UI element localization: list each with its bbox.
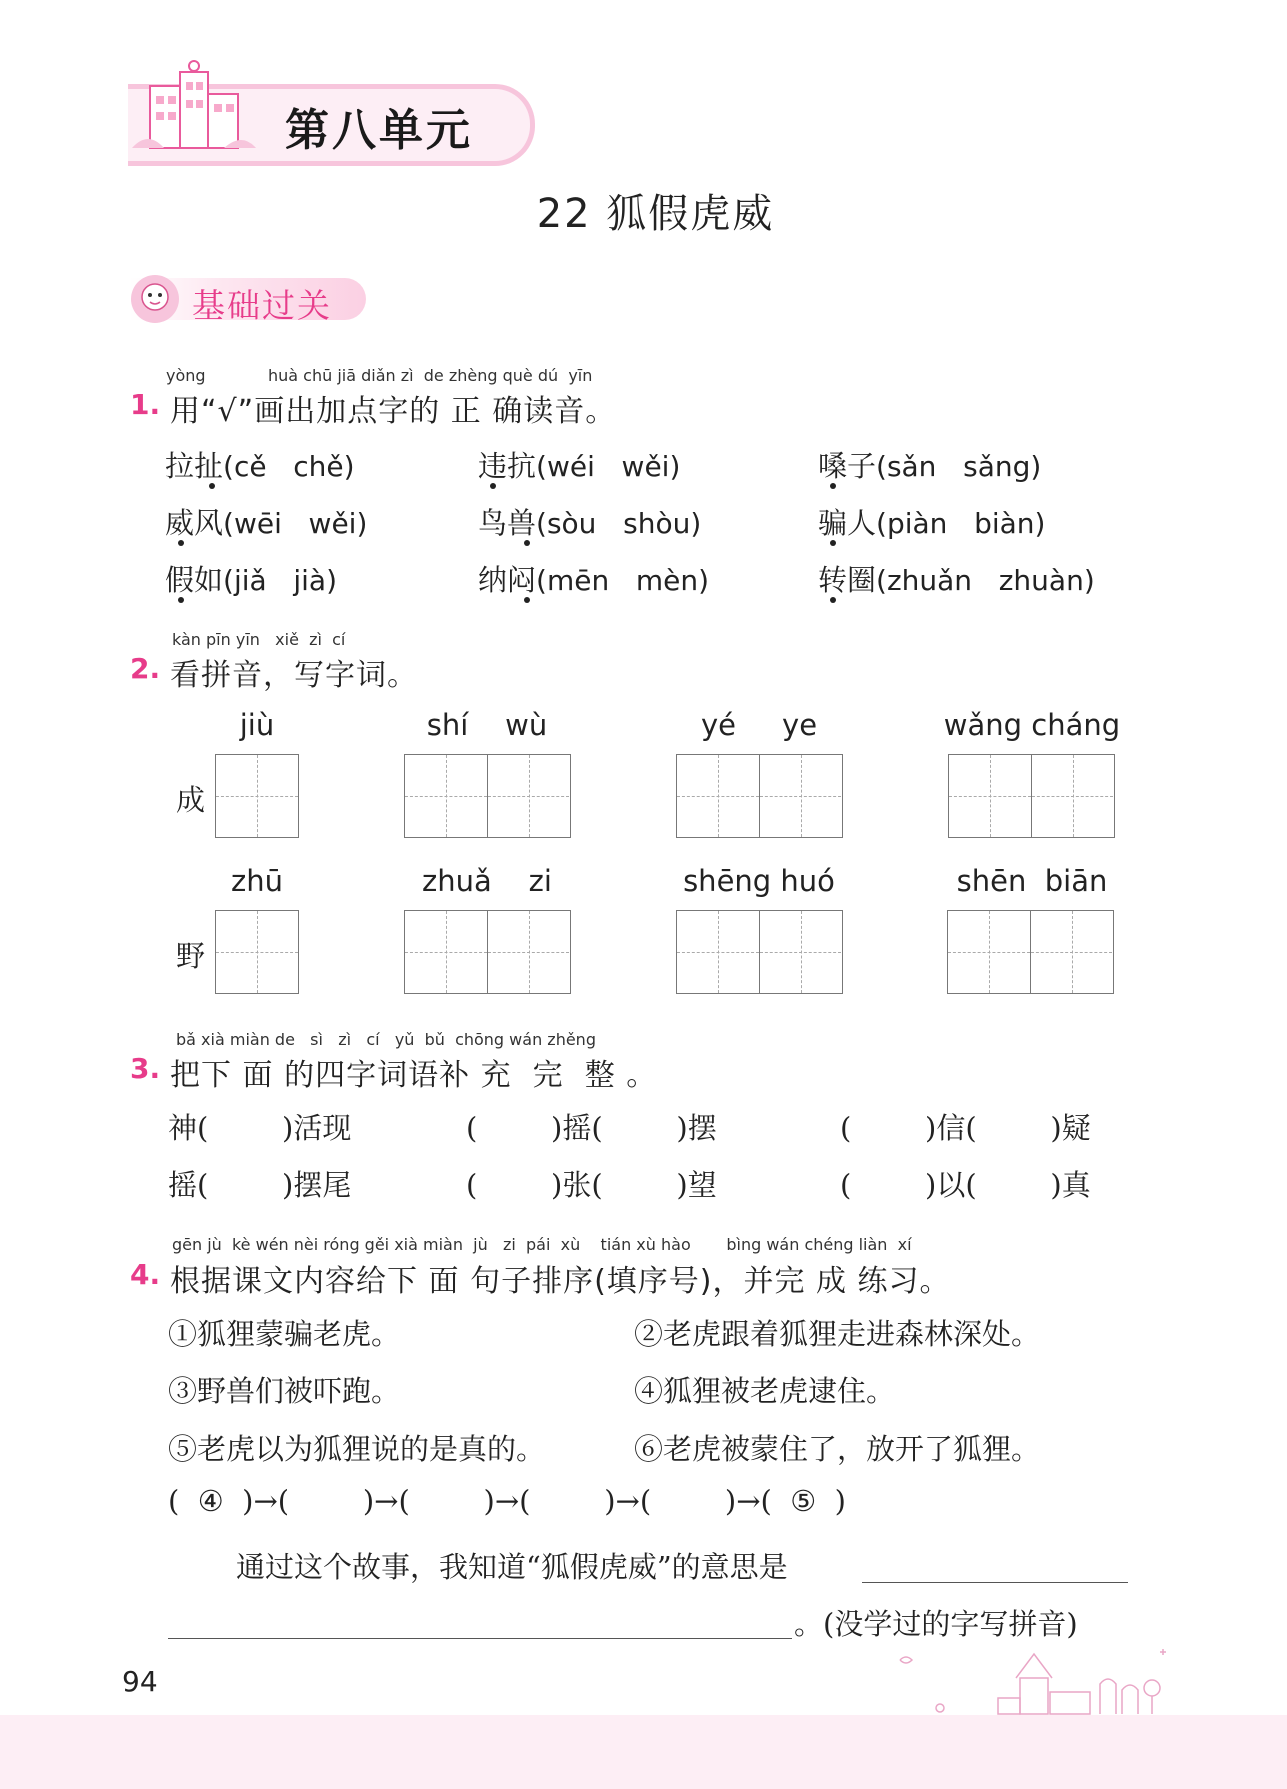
grid-pinyin: zhū: [231, 864, 283, 898]
idiom-blank[interactable]: 神( )活现: [168, 1111, 352, 1145]
section-title: 基础过关: [192, 286, 332, 325]
q1-item: 假如(jiǎ jià): [165, 563, 337, 597]
grid-pinyin: jiù: [239, 708, 275, 742]
writing-grid[interactable]: [676, 754, 843, 838]
grid-pinyin: wǎng cháng: [943, 708, 1121, 742]
order-sequence[interactable]: ( ④ )→( )→( )→( )→( )→( ⑤ ): [168, 1484, 846, 1518]
grid-pinyin: shí wù: [426, 708, 548, 742]
q3-pinyin: bǎ xià miàn de sì zì cí yǔ bǔ chōng wán zhěng: [176, 1030, 596, 1049]
story-sentence: ④狐狸被老虎逮住。: [634, 1374, 896, 1408]
writing-grid[interactable]: [404, 754, 571, 838]
lesson-title: 22 狐假虎威: [536, 191, 775, 237]
writing-grid[interactable]: [947, 910, 1114, 994]
q1-item: 骗人(piàn biàn): [818, 506, 1046, 540]
grid-pinyin: shēng huó: [683, 864, 835, 898]
student-face-icon: [128, 272, 182, 326]
unit-title: 第八单元: [285, 105, 473, 156]
q2-instruction: 看拼音，写字词。: [170, 658, 418, 693]
writing-grid[interactable]: [215, 754, 299, 838]
q3-number: 3.: [130, 1052, 161, 1085]
emphasis-dot: [209, 483, 215, 489]
grid-prefix: 成: [176, 783, 206, 817]
q1-item: 拉扯(cě chě): [165, 449, 355, 483]
q1-item: 鸟兽(sòu shòu): [478, 506, 702, 540]
q2-pinyin: kàn pīn yīn xiě zì cí: [172, 630, 346, 649]
answer-line[interactable]: [862, 1582, 1128, 1583]
emphasis-dot: [830, 540, 836, 546]
emphasis-dot: [490, 483, 496, 489]
meaning-prompt: 通过这个故事，我知道“狐假虎威”的意思是: [236, 1550, 788, 1584]
q4-number: 4.: [130, 1258, 161, 1291]
grid-pinyin: shēn biān: [956, 864, 1108, 898]
writing-grid[interactable]: [215, 910, 299, 994]
q1-instruction: 用“√”画出加点字的 正 确读音。: [170, 394, 617, 429]
idiom-blank[interactable]: ( )信( )疑: [840, 1111, 1091, 1145]
q4-pinyin: gēn jù kè wén nèi róng gěi xià miàn jù zi pái xù tián xù hào bìng wán chéng liàn xí: [172, 1235, 912, 1254]
q1-item: 威风(wēi wěi): [165, 506, 368, 540]
q2-number: 2.: [130, 652, 161, 685]
emphasis-dot: [830, 483, 836, 489]
emphasis-dot: [178, 540, 184, 546]
emphasis-dot: [524, 597, 530, 603]
story-sentence: ①狐狸蒙骗老虎。: [168, 1317, 401, 1351]
q4-instruction: 根据课文内容给下 面 句子排序(填序号)，并完 成 练习。: [170, 1264, 951, 1299]
q1-pinyin-rest: huà chū jiā diǎn zì de zhèng què dú yīn: [268, 366, 593, 385]
story-sentence: ②老虎跟着狐狸走进森林深处。: [634, 1317, 1041, 1351]
grid-pinyin: yé ye: [700, 708, 818, 742]
grid-prefix: 野: [176, 939, 206, 973]
meaning-suffix: 。(没学过的字写拼音): [794, 1607, 1078, 1641]
q1-item: 转圈(zhuǎn zhuàn): [818, 563, 1095, 597]
q1-item: 违抗(wéi wěi): [478, 449, 681, 483]
emphasis-dot: [524, 540, 530, 546]
idiom-blank[interactable]: ( )以( )真: [840, 1168, 1091, 1202]
idiom-blank[interactable]: 摇( )摆尾: [168, 1168, 352, 1202]
writing-grid[interactable]: [676, 910, 843, 994]
building-decoration-icon: [128, 60, 258, 160]
writing-grid[interactable]: [948, 754, 1115, 838]
idiom-blank[interactable]: ( )摇( )摆: [466, 1111, 717, 1145]
idiom-blank[interactable]: ( )张( )望: [466, 1168, 717, 1202]
grid-pinyin: zhuǎ zi: [422, 864, 552, 898]
story-sentence: ⑥老虎被蒙住了，放开了狐狸。: [634, 1432, 1041, 1466]
q3-instruction: 把下 面 的四字词语补 充 完 整 。: [170, 1058, 658, 1093]
emphasis-dot: [830, 597, 836, 603]
writing-grid[interactable]: [404, 910, 571, 994]
page-number: 94: [122, 1665, 158, 1698]
footer-band: [0, 1715, 1287, 1789]
story-sentence: ③野兽们被吓跑。: [168, 1374, 401, 1408]
castle-decoration-icon: [880, 1640, 1180, 1720]
story-sentence: ⑤老虎以为狐狸说的是真的。: [168, 1432, 546, 1466]
q1-item: 嗓子(sǎn sǎng): [818, 449, 1042, 483]
answer-line[interactable]: [168, 1638, 792, 1639]
q1-number: 1.: [130, 388, 161, 421]
q1-item: 纳闷(mēn mèn): [478, 563, 710, 597]
q1-pinyin-yong: yòng: [166, 366, 206, 385]
emphasis-dot: [178, 597, 184, 603]
